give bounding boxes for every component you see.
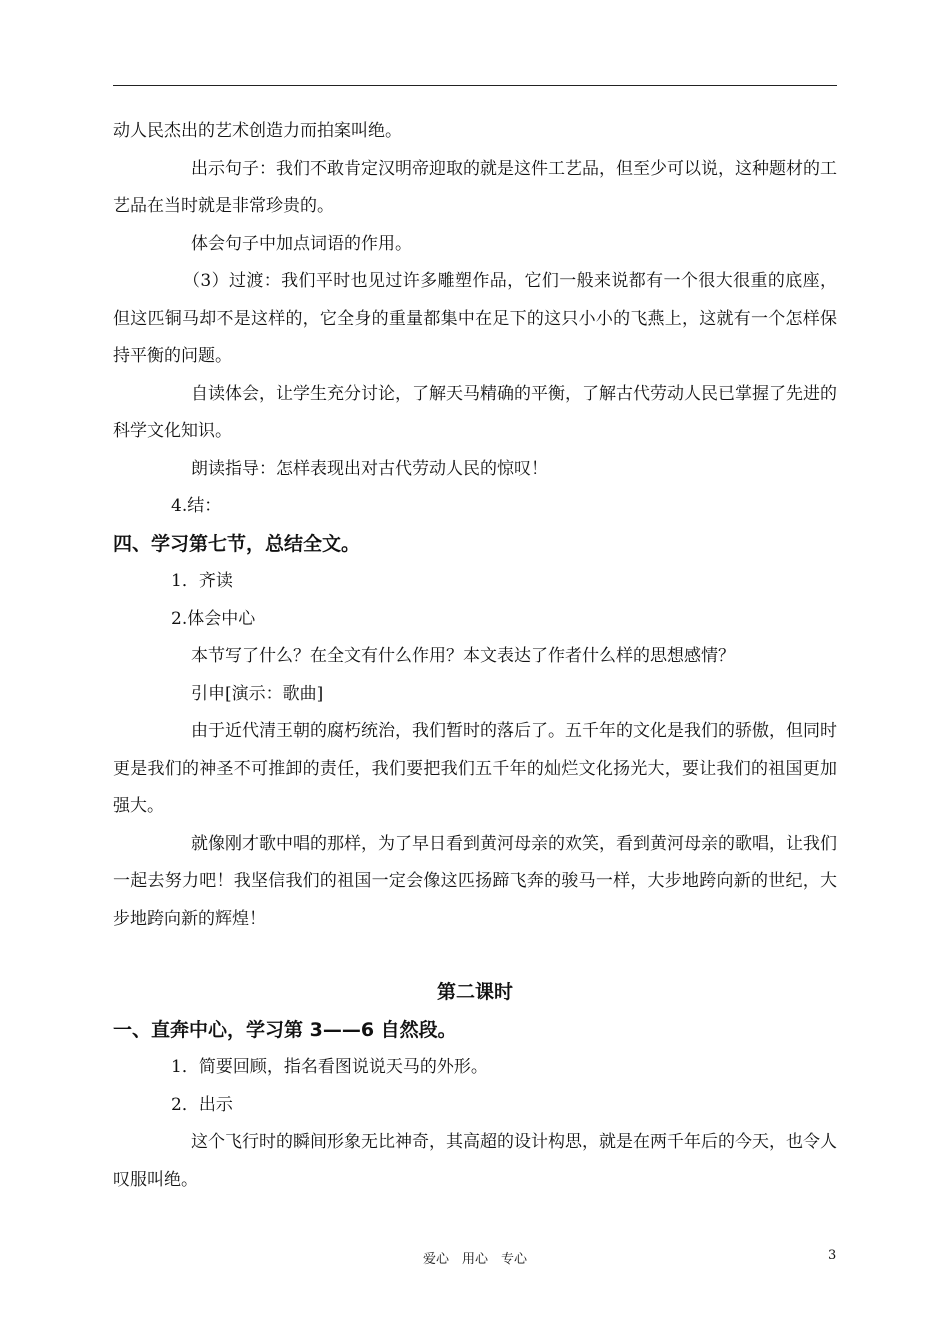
footer-slogan: 爱心 用心 专心 <box>422 1252 527 1267</box>
section-heading: 四、学习第七节，总结全文。 <box>113 532 361 555</box>
paragraph: 由于近代清王朝的腐朽统治，我们暂时的落后了。五千年的文化是我们的骄傲，但同时更是我们的神圣不可推卸的责任，我们要把我们五千年的灿烂文化扬光大，要让我们的祖国更加强大。 <box>113 721 837 816</box>
header-rule <box>113 85 837 86</box>
paragraph: 本节写了什么？在全文有什么作用？本文表达了作者什么样的思想感情？ <box>191 646 735 666</box>
list-item: 2.体会中心 <box>171 608 256 629</box>
paragraph: 这个飞行时的瞬间形象无比神奇，其高超的设计构思，就是在两千年后的今天，也令人叹服叫绝。 <box>113 1132 837 1190</box>
paragraph: 4.结： <box>171 496 222 516</box>
paragraph: （3）过渡：我们平时也见过许多雕塑作品，它们一般来说都有一个很大很重的底座，但这匹铜马却不是这样的，它全身的重量都集中在足下的这只小小的飞燕上，这就有一个怎样保持平衡的问题。 <box>113 271 837 366</box>
list-item: 2．出示 <box>171 1094 233 1115</box>
paragraph: 自读体会，让学生充分讨论，了解天马精确的平衡，了解古代劳动人民已掌握了先进的科学文化知识。 <box>113 383 837 441</box>
paragraph: 就像刚才歌中唱的那样，为了早日看到黄河母亲的欢笑，看到黄河母亲的歌唱，让我们一起去努力吧！我坚信我们的祖国一定会像这匹扬蹄飞奔的骏马一样，大步地跨向新的世纪，大步地跨向新的辉煌！ <box>113 833 837 929</box>
paragraph: 朗读指导：怎样表现出对古代劳动人民的惊叹！ <box>191 458 548 479</box>
list-item: 1．简要回顾，指名看图说说天马的外形。 <box>171 1057 488 1077</box>
page-body <box>113 113 837 1199</box>
paragraph: 引申[演示：歌曲] <box>191 683 324 704</box>
section-heading: 一、直奔中心，学习第 3——6 自然段。 <box>113 1018 457 1041</box>
paragraph: 体会句子中加点词语的作用。 <box>191 233 412 254</box>
list-item: 1．齐读 <box>171 571 233 591</box>
page-number: 3 <box>828 1248 837 1263</box>
paragraph: 动人民杰出的艺术创造力而拍案叫绝。 <box>113 121 402 141</box>
paragraph: 出示句子：我们不敢肯定汉明帝迎取的就是这件工艺品，但至少可以说，这种题材的工艺品在当时就是非常珍贵的。 <box>113 158 837 216</box>
lesson-heading: 第二课时 <box>436 981 513 1003</box>
